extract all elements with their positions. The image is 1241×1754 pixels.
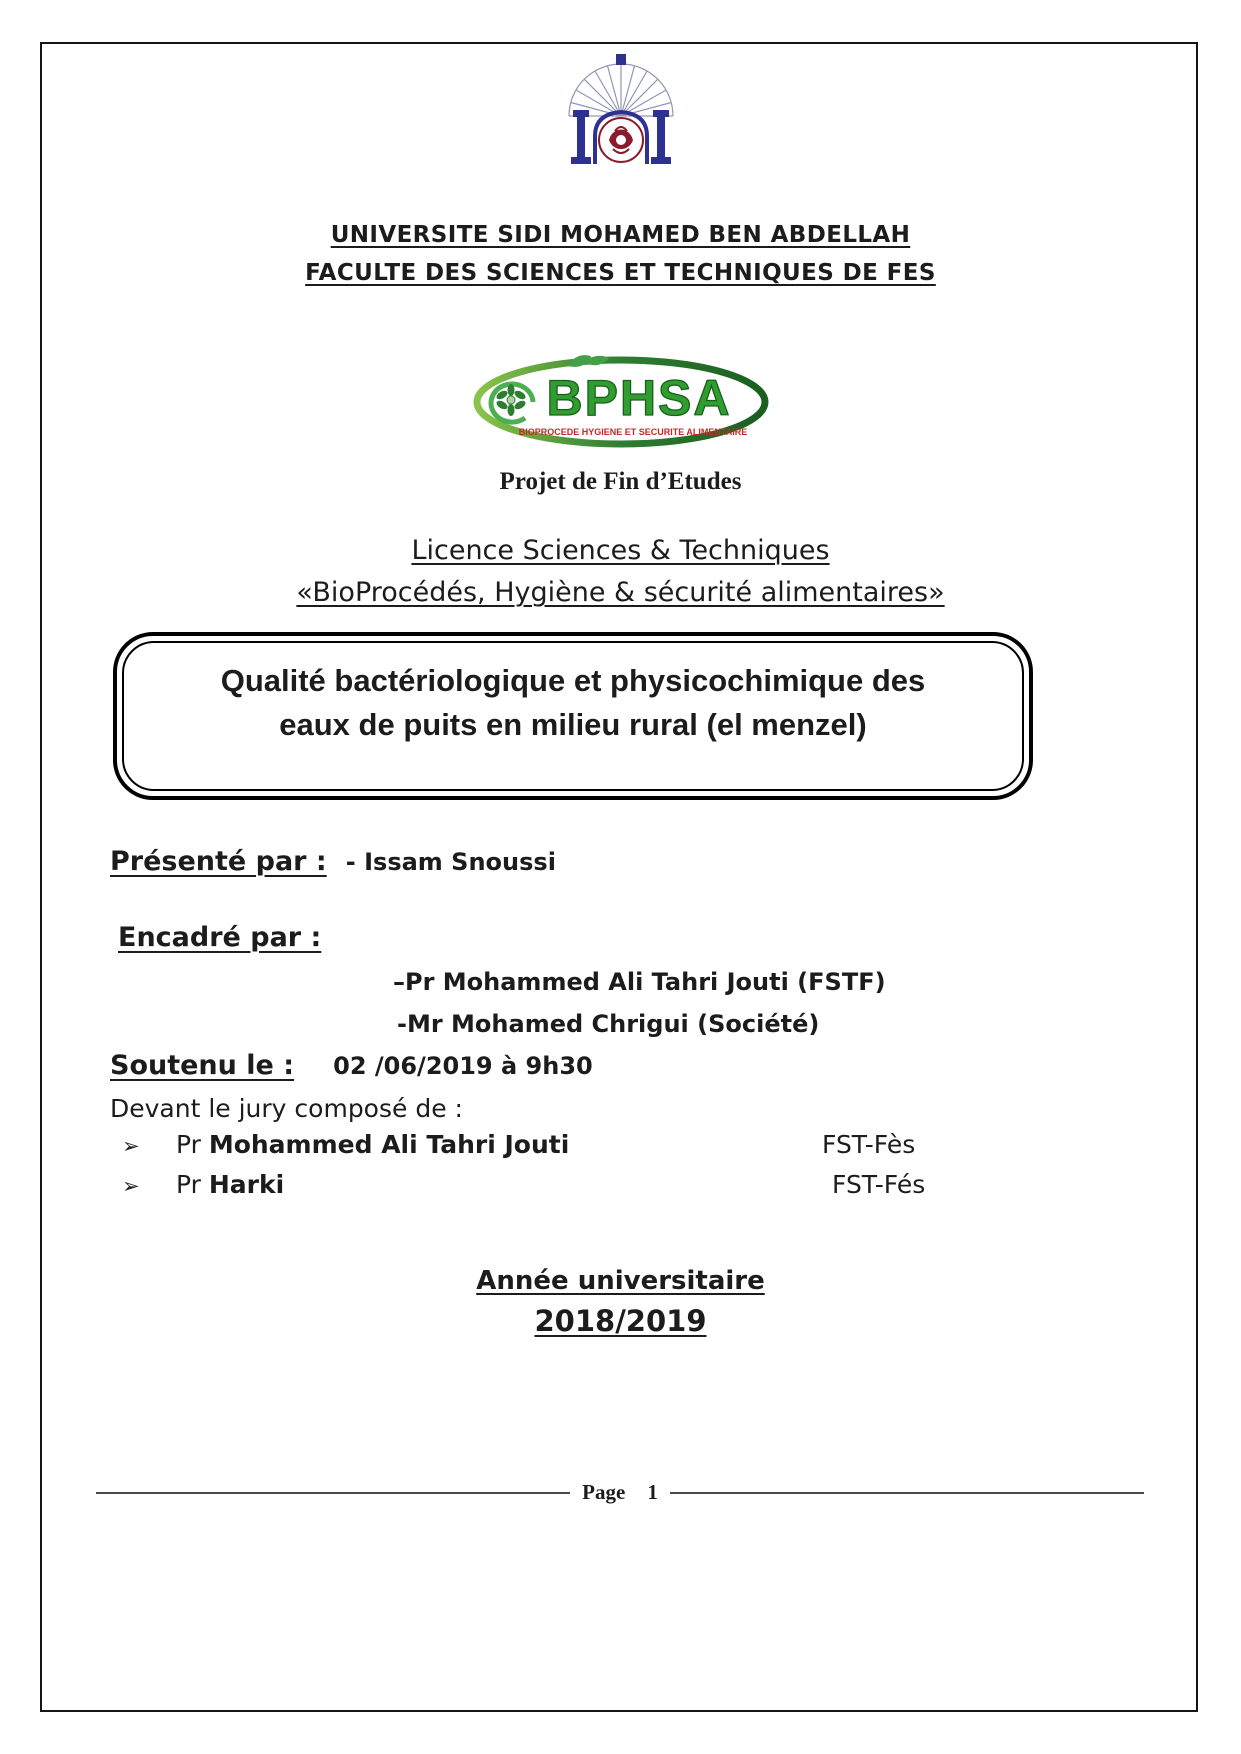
page-number: 1 (647, 1480, 658, 1504)
presented-by-label: Présenté par : (110, 846, 327, 877)
page-border-frame (40, 42, 1198, 1712)
supervisor-1: –Pr Mohammed Ali Tahri Jouti (FSTF) (393, 968, 886, 996)
thesis-title-line1: Qualité bactériologique et physicochimique des (220, 663, 926, 698)
jury-member-name: Harki (208, 1170, 285, 1199)
jury-member-name: Mohammed Ali Tahri Jouti (208, 1130, 570, 1159)
supervisor-2: -Mr Mohamed Chrigui (Société) (397, 1010, 820, 1038)
footer-rule-left (96, 1492, 570, 1494)
jury-member-affiliation: FST-Fès (822, 1130, 916, 1159)
jury-member-prefix: Pr (175, 1130, 201, 1159)
thesis-title (122, 641, 1024, 791)
university-emblem-icon (555, 52, 687, 180)
defense-date-row (110, 1050, 593, 1081)
bphsa-logo (471, 352, 771, 452)
university-name: UNIVERSITE SIDI MOHAMED BEN ABDELLAH (330, 222, 911, 248)
degree-block (0, 530, 1241, 614)
defense-date-value: 02 /06/2019 à 9h30 (333, 1052, 593, 1080)
bphsa-acronym-text: BPHSA (545, 370, 732, 426)
thesis-title-box (113, 632, 1033, 800)
project-type-heading: Projet de Fin d’Etudes (499, 468, 742, 495)
bphsa-tagline-text: BIOPROCEDE HYGIENE ET SECURITE ALIMENTAIRE (518, 427, 747, 437)
jury-member-prefix: Pr (175, 1170, 201, 1199)
supervised-by-label: Encadré par : (118, 922, 322, 953)
page-label: Page (582, 1480, 626, 1504)
footer-page-indicator (570, 1480, 670, 1505)
institution-header (0, 216, 1241, 292)
degree-specialty: «BioProcédés, Hygiène & sécurité alimentaires» (296, 577, 945, 608)
jury-member-name-2 (176, 1170, 284, 1199)
thesis-title-line2: eaux de puits en milieu rural (el menzel) (279, 707, 867, 743)
footer-rule-right (670, 1492, 1144, 1494)
bphsa-logo-icon (471, 352, 771, 448)
arrow-bullet-icon: ➢ (122, 1174, 140, 1198)
academic-year-value: 2018/2019 (534, 1304, 707, 1338)
presented-by-row (110, 846, 556, 877)
arrow-bullet-icon: ➢ (122, 1134, 140, 1158)
degree-program: Licence Sciences & Techniques (411, 535, 830, 566)
university-emblem-logo (555, 52, 687, 184)
academic-year-label: Année universitaire (476, 1266, 765, 1296)
jury-member-name-1 (176, 1130, 569, 1159)
faculty-name: FACULTE DES SCIENCES ET TECHNIQUES DE FES (305, 260, 936, 286)
page-footer (96, 1480, 1144, 1505)
jury-member-row (122, 1130, 1122, 1159)
jury-member-row (122, 1170, 1122, 1199)
jury-member-affiliation: FST-Fés (832, 1170, 926, 1199)
defense-date-label: Soutenu le : (110, 1050, 295, 1081)
jury-intro: Devant le jury composé de : (110, 1094, 463, 1123)
presented-by-value: - Issam Snoussi (345, 848, 556, 876)
